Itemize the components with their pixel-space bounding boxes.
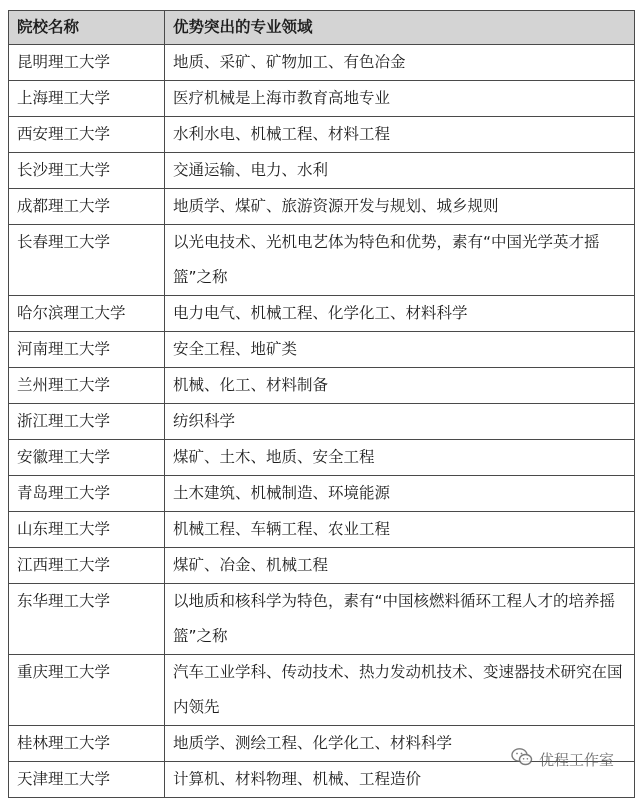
- specialty-fields: 电力电气、机械工程、化学化工、材料科学: [165, 296, 635, 332]
- specialty-fields: 交通运输、电力、水利: [165, 153, 635, 189]
- school-name: 昆明理工大学: [9, 45, 165, 81]
- school-name: 重庆理工大学: [9, 655, 165, 726]
- school-name: 上海理工大学: [9, 81, 165, 117]
- table-row: [9, 332, 635, 368]
- specialty-fields: 土木建筑、机械制造、环境能源: [165, 476, 635, 512]
- table-row: [9, 655, 635, 726]
- table-row: [9, 440, 635, 476]
- specialty-fields: 安全工程、地矿类: [165, 332, 635, 368]
- school-name: 长春理工大学: [9, 225, 165, 296]
- specialty-fields: 医疗机械是上海市教育高地专业: [165, 81, 635, 117]
- school-name: 长沙理工大学: [9, 153, 165, 189]
- header-school-name: 院校名称: [9, 11, 165, 45]
- school-name: 浙江理工大学: [9, 404, 165, 440]
- table-row: [9, 81, 635, 117]
- school-name: 青岛理工大学: [9, 476, 165, 512]
- specialty-fields: 以光电技术、光机电艺体为特色和优势，素有“中国光学英才摇篮”之称: [165, 225, 635, 296]
- watermark-label: 优程工作室: [538, 750, 614, 769]
- watermark: [511, 747, 614, 771]
- table-row: [9, 548, 635, 584]
- table-row: [9, 512, 635, 548]
- wechat-icon: [511, 747, 539, 771]
- specialty-fields: 地质学、煤矿、旅游资源开发与规划、城乡规则: [165, 189, 635, 225]
- specialty-fields: 煤矿、土木、地质、安全工程: [165, 440, 635, 476]
- school-name: 成都理工大学: [9, 189, 165, 225]
- specialty-fields: 地质学、测绘工程、化学化工、材料科学: [165, 726, 635, 762]
- table-header-row: [9, 11, 635, 45]
- specialty-fields: 机械工程、车辆工程、农业工程: [165, 512, 635, 548]
- school-name: 哈尔滨理工大学: [9, 296, 165, 332]
- school-name: 兰州理工大学: [9, 368, 165, 404]
- table-row: [9, 117, 635, 153]
- table-row: [9, 189, 635, 225]
- specialty-fields: 地质、采矿、矿物加工、有色冶金: [165, 45, 635, 81]
- specialty-fields: 纺织科学: [165, 404, 635, 440]
- specialty-fields: 计算机、材料物理、机械、工程造价: [165, 762, 635, 798]
- specialty-fields: 煤矿、冶金、机械工程: [165, 548, 635, 584]
- table-row: [9, 368, 635, 404]
- school-name: 天津理工大学: [9, 762, 165, 798]
- table-row: [9, 153, 635, 189]
- table-row: [9, 225, 635, 296]
- school-name: 河南理工大学: [9, 332, 165, 368]
- school-name: 山东理工大学: [9, 512, 165, 548]
- school-name: 江西理工大学: [9, 548, 165, 584]
- university-specialty-table: [8, 10, 635, 798]
- school-name: 桂林理工大学: [9, 726, 165, 762]
- header-specialty-fields: 优势突出的专业领域: [165, 11, 635, 45]
- specialty-fields: 汽车工业学科、传动技术、热力发动机技术、变速器技术研究在国内领先: [165, 655, 635, 726]
- school-name: 西安理工大学: [9, 117, 165, 153]
- school-name: 东华理工大学: [9, 584, 165, 655]
- table-row: [9, 296, 635, 332]
- specialty-fields: 以地质和核科学为特色，素有“中国核燃料循环工程人才的培养摇篮”之称: [165, 584, 635, 655]
- school-name: 安徽理工大学: [9, 440, 165, 476]
- table-row: [9, 584, 635, 655]
- table-row: [9, 404, 635, 440]
- specialty-fields: 水利水电、机械工程、材料工程: [165, 117, 635, 153]
- table-row: [9, 476, 635, 512]
- specialty-fields: 机械、化工、材料制备: [165, 368, 635, 404]
- table-row: [9, 45, 635, 81]
